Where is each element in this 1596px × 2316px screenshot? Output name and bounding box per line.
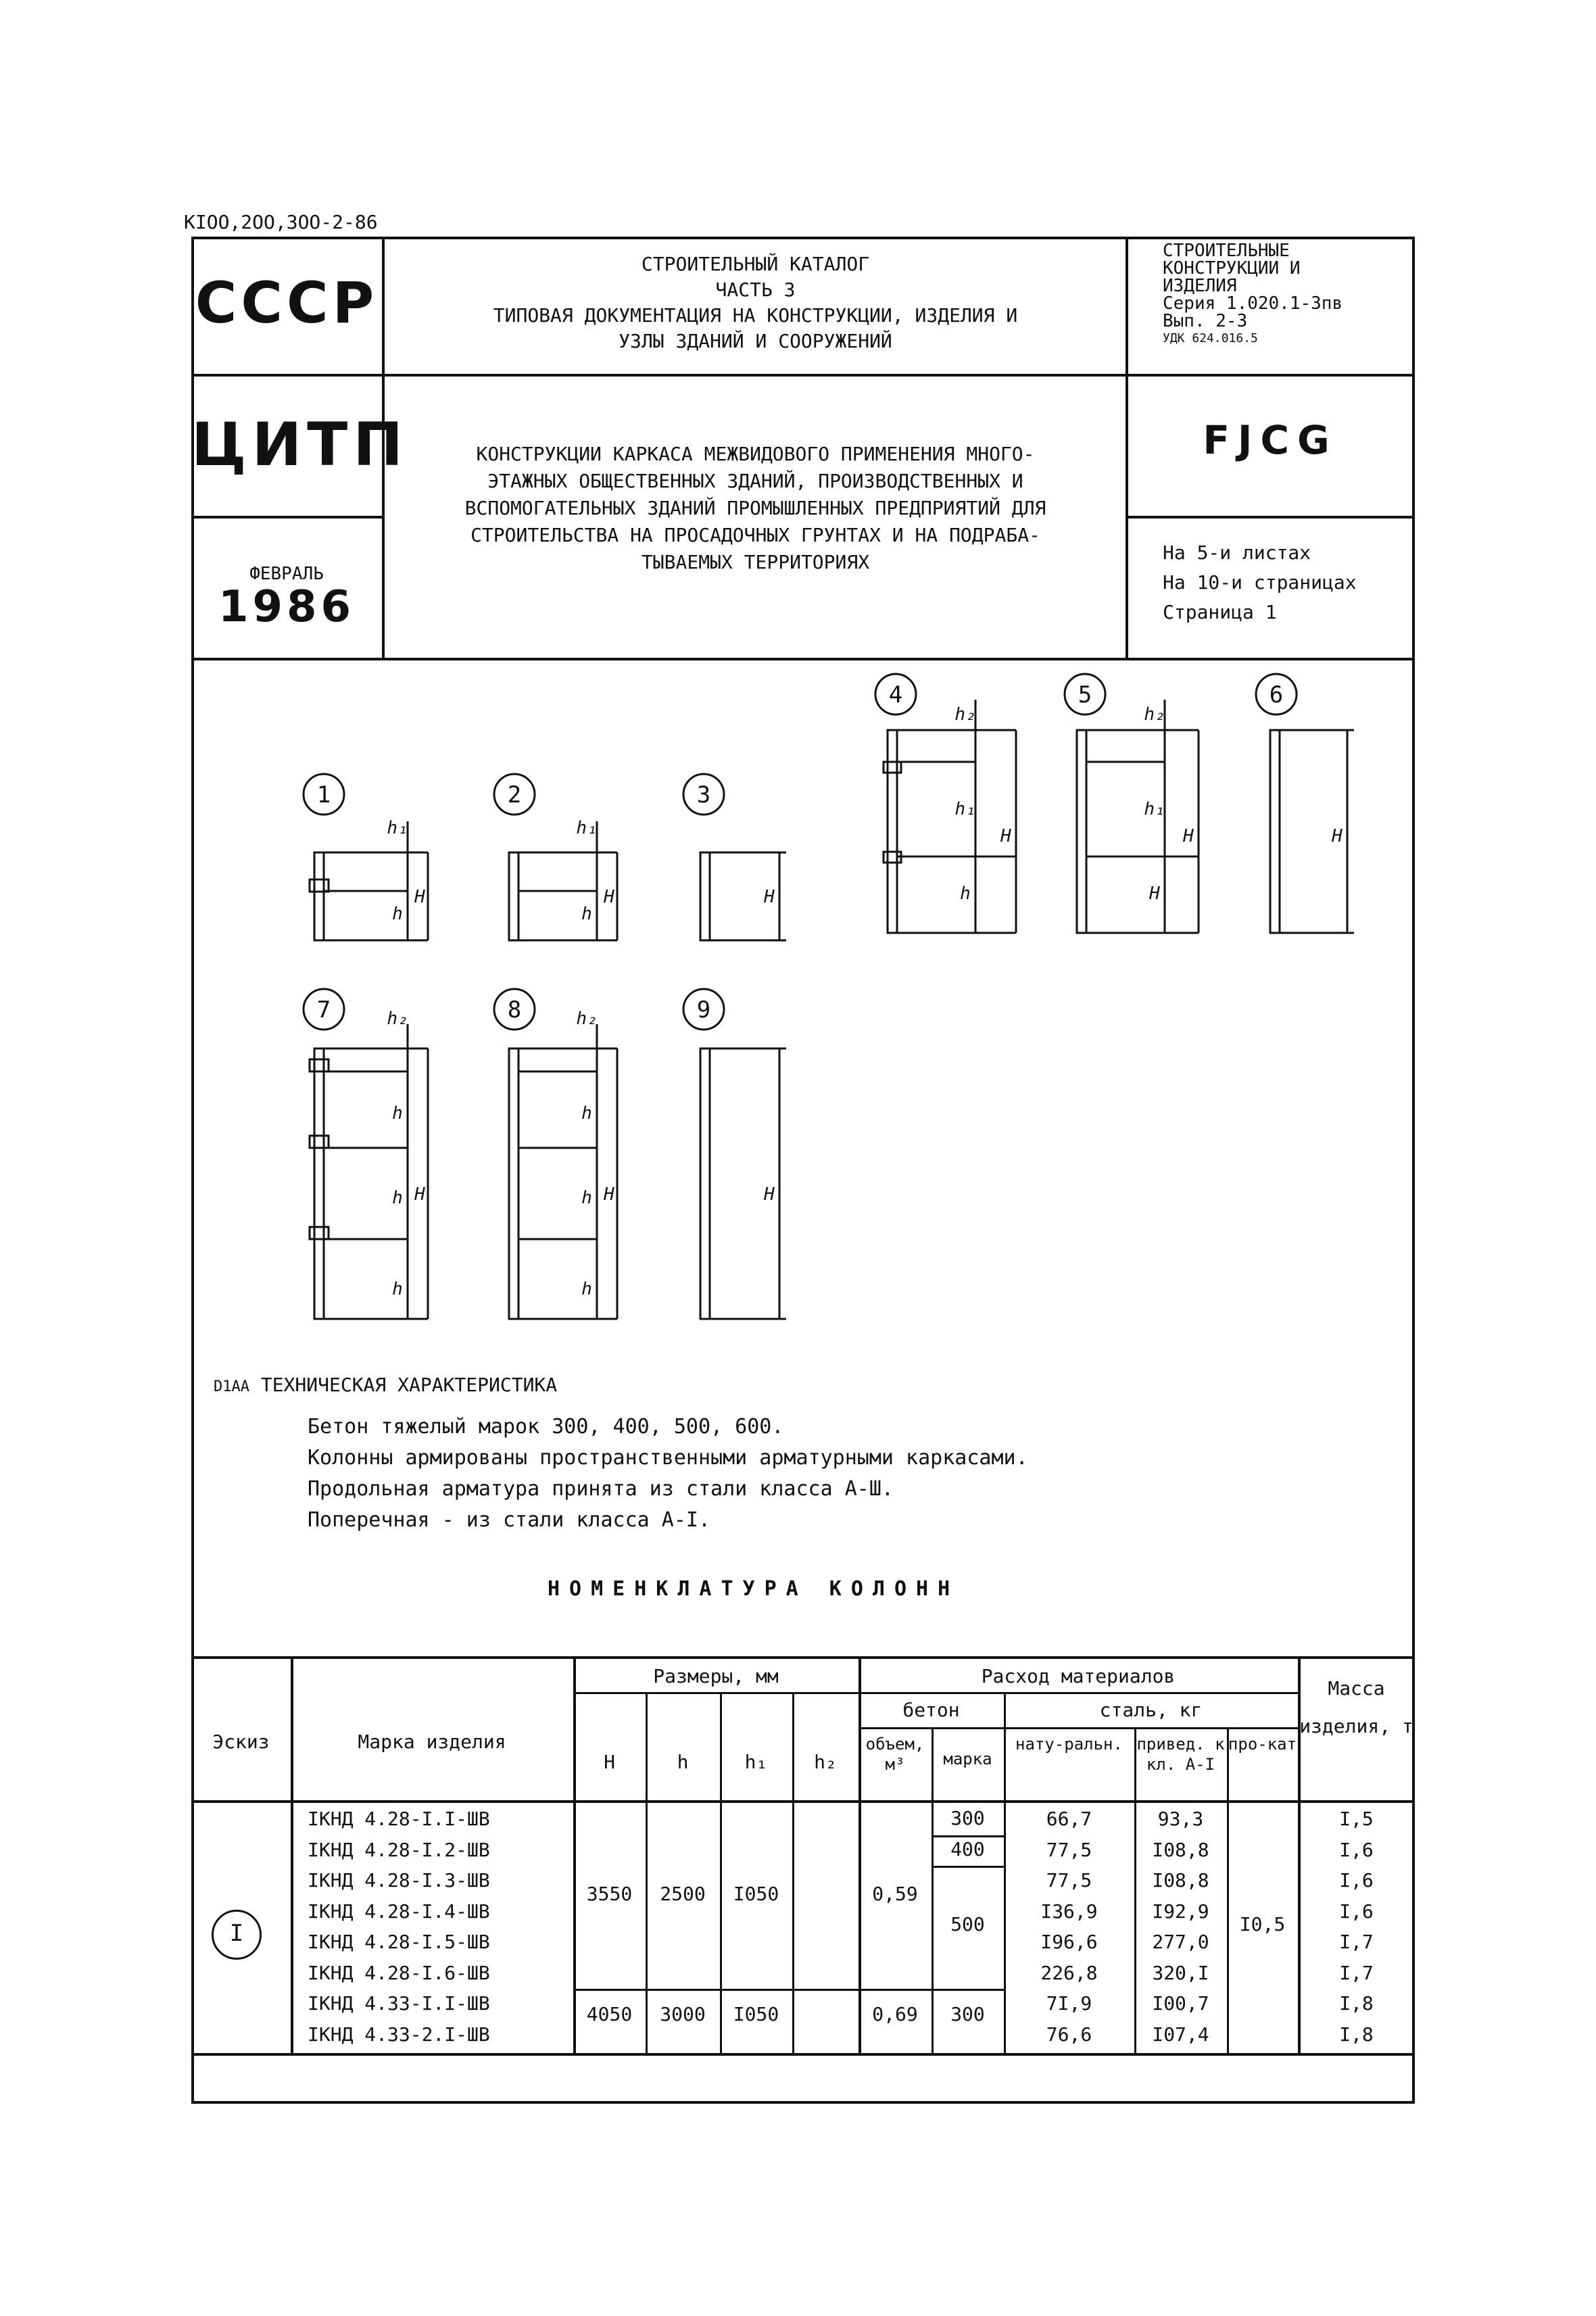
- dim-label: h₂: [1144, 704, 1165, 725]
- g1-grade-b: 400: [950, 1838, 985, 1860]
- dim-label: H: [1149, 884, 1160, 904]
- table-cell: I,7: [1339, 1931, 1374, 1953]
- dim-label: H: [1332, 826, 1343, 846]
- dim-label: h: [392, 904, 403, 924]
- series-label: Серия 1.020.1-3пв: [1163, 293, 1343, 314]
- sheets-block: [1163, 538, 1413, 627]
- steel-reduced-column: [1134, 1804, 1227, 2050]
- section-line: КОНСТРУКЦИИ И: [1163, 258, 1301, 279]
- table-row-mark: IКНД 4.28-I.2-ШВ: [308, 1838, 490, 1861]
- row-line: [859, 1727, 1298, 1729]
- tech-body: [308, 1412, 1028, 1536]
- table-cell: I92,9: [1152, 1900, 1209, 1923]
- th-rolled: про-кат: [1228, 1735, 1297, 1754]
- tech-line: Продольная арматура принята из стали класса А-Ш.: [308, 1477, 894, 1501]
- table-row-mark: IКНД 4.33-I.I-ШВ: [308, 1992, 490, 2015]
- table-cell: I,8: [1339, 2023, 1374, 2046]
- dim-label: H: [1183, 826, 1194, 846]
- title-line: ЭТАЖНЫХ ОБЩЕСТВЕННЫХ ЗДАНИЙ, ПРОИЗВОДСТВЕННЫХ И: [487, 470, 1023, 492]
- sketch-number: 3: [696, 781, 711, 809]
- sketch-number: 1: [316, 781, 331, 809]
- udc-label: УДК 624.016.5: [1163, 331, 1258, 345]
- dim-label: h₁: [1144, 799, 1165, 819]
- dim-label: H: [764, 1184, 775, 1205]
- month-label: ФЕВРАЛЬ: [249, 564, 324, 584]
- table-cell: I,8: [1339, 1992, 1374, 2015]
- table-cell: I08,8: [1152, 1838, 1209, 1861]
- dim-label: h₂: [387, 1009, 408, 1029]
- dim-label: h: [581, 1188, 592, 1208]
- g2-h: 3000: [660, 2003, 706, 2025]
- dim-label: H: [764, 887, 775, 907]
- table-cell: 77,5: [1046, 1838, 1092, 1861]
- sketch-8: [494, 989, 617, 1319]
- table-cell: I08,8: [1152, 1869, 1209, 1891]
- col-line: [291, 1656, 293, 2053]
- col-line: [792, 1692, 794, 2053]
- institute-label: ЦИТП: [191, 410, 408, 479]
- section-line: ИЗДЕЛИЯ: [1163, 276, 1237, 296]
- title-line: ВСПОМОГАТЕЛЬНЫХ ЗДАНИЙ ПРОМЫШЛЕННЫХ ПРЕДПРИЯТИЙ ДЛЯ: [464, 497, 1046, 519]
- table-cell: 93,3: [1157, 1808, 1204, 1830]
- g1-h1: I050: [733, 1883, 779, 1905]
- sketch-number: 8: [507, 996, 522, 1023]
- table-cell: I,5: [1339, 1808, 1374, 1830]
- section-block: [1163, 242, 1413, 347]
- table-cell: I,6: [1339, 1900, 1374, 1923]
- th-dims: Размеры, мм: [653, 1665, 779, 1687]
- col-line: [1227, 1727, 1229, 2053]
- table-cell: 66,7: [1046, 1808, 1092, 1830]
- th-concrete: бетон: [902, 1699, 960, 1721]
- table-cell: 76,6: [1046, 2023, 1092, 2046]
- th-h: h: [677, 1751, 689, 1773]
- row-line: [859, 1692, 1298, 1694]
- dim-label: H: [414, 1184, 425, 1205]
- table-cell: 320,I: [1152, 1961, 1209, 1984]
- dim-label: h₁: [576, 818, 598, 838]
- dim-label: h: [581, 904, 592, 924]
- table-row-mark: IКНД 4.33-2.I-ШВ: [308, 2023, 490, 2046]
- page-number: Страница 1: [1163, 601, 1277, 623]
- th-mark: Марка изделия: [358, 1731, 506, 1753]
- dim-label: H: [414, 887, 425, 907]
- th-sketch: Эскиз: [212, 1731, 270, 1753]
- table-cell: I36,9: [1040, 1900, 1098, 1923]
- section-line: СТРОИТЕЛЬНЫЕ: [1163, 241, 1290, 261]
- sketch-number: 2: [507, 781, 522, 809]
- column-sketches: [191, 659, 1415, 1369]
- tech-heading-text: ТЕХНИЧЕСКАЯ ХАРАКТЕРИСТИКА: [260, 1374, 558, 1396]
- g2-h1: I050: [733, 2003, 779, 2025]
- catalog-line: ТИПОВАЯ ДОКУМЕНТАЦИЯ НА КОНСТРУКЦИИ, ИЗДЕЛИЯ И: [493, 304, 1018, 327]
- table-cell: 277,0: [1152, 1931, 1209, 1953]
- th-steel: сталь, кг: [1099, 1699, 1203, 1721]
- rolled-value: I0,5: [1239, 1913, 1286, 1935]
- table-cell: I07,4: [1152, 2023, 1209, 2046]
- table-cell: I,7: [1339, 1961, 1374, 1984]
- th-mass: Масса изделия, т: [1299, 1677, 1413, 1737]
- title-line: СТРОИТЕЛЬСТВА НА ПРОСАДОЧНЫХ ГРУНТАХ И НА ПОДРАБА-: [470, 524, 1040, 546]
- sketch-6: [1256, 674, 1354, 933]
- sketch-number: 4: [888, 681, 903, 708]
- sketch-number: 9: [696, 996, 711, 1023]
- sketch-number: 5: [1078, 681, 1092, 708]
- dim-label: h: [392, 1279, 403, 1299]
- catalog-block: [385, 251, 1126, 354]
- table-cell: I,6: [1339, 1838, 1374, 1861]
- issue-label: Вып. 2-3: [1163, 311, 1248, 331]
- dim-label: h: [581, 1279, 592, 1299]
- row-line: [932, 1866, 1004, 1868]
- g1-volume: 0,59: [872, 1883, 918, 1905]
- org-label: СССР: [195, 270, 379, 336]
- classification-code: FJCG: [1203, 417, 1338, 463]
- table-bottom: [191, 2053, 1415, 2056]
- sketch-9: [683, 989, 786, 1319]
- nomenclature-title: НОМЕНКЛАТУРА КОЛОНН: [548, 1577, 960, 1601]
- table-row-mark: IКНД 4.28-I.I-ШВ: [308, 1808, 490, 1830]
- th-reduced: привед. к кл. А-I: [1136, 1735, 1225, 1774]
- title-line: КОНСТРУКЦИИ КАРКАСА МЕЖВИДОВОГО ПРИМЕНЕНИЯ МНОГО-: [476, 443, 1035, 465]
- mass-column: [1298, 1804, 1415, 2050]
- year-label: 1986: [218, 582, 356, 632]
- sketch-ref: I: [229, 1920, 244, 1947]
- pages-count: На 10-и страницах: [1163, 571, 1357, 594]
- th-natural: нату-ральн.: [1015, 1735, 1123, 1754]
- row-line: [573, 1989, 1004, 1991]
- th-grade: марка: [943, 1750, 992, 1768]
- th-materials: Расход материалов: [981, 1665, 1176, 1687]
- sheets-count: На 5-и листах: [1163, 541, 1311, 564]
- catalog-line: СТРОИТЕЛЬНЫЙ КАТАЛОГ: [641, 253, 870, 275]
- g2-grade: 300: [950, 2003, 985, 2025]
- row-line: [573, 1692, 859, 1694]
- dim-label: H: [1000, 826, 1011, 846]
- table-cell: 77,5: [1046, 1869, 1092, 1891]
- g2-volume: 0,69: [872, 2003, 918, 2025]
- dim-label: h₁: [954, 799, 976, 819]
- title-block: [385, 441, 1126, 576]
- g1-H: 3550: [586, 1883, 633, 1905]
- sketch-5: [1065, 674, 1199, 933]
- g1-grade-c: 500: [950, 1913, 985, 1935]
- doc-code: КIОО,2ОО,ЗОО-2-86: [184, 211, 378, 233]
- table-row-mark: IКНД 4.28-I.6-ШВ: [308, 1961, 490, 1984]
- dim-label: h₂: [576, 1009, 598, 1029]
- th-volume: объем, м³: [865, 1735, 925, 1774]
- catalog-line: УЗЛЫ ЗДАНИЙ И СООРУЖЕНИЙ: [619, 330, 892, 352]
- header-row-divider: [191, 374, 1415, 377]
- tech-heading: [214, 1372, 557, 1400]
- dim-label: h: [960, 884, 971, 904]
- dim-label: H: [604, 887, 614, 907]
- th-h1: h₁: [744, 1751, 768, 1773]
- header-right-divider: [1126, 516, 1415, 518]
- sketch-4: [875, 674, 1016, 933]
- marks-column: [308, 1804, 490, 2050]
- g1-grade-a: 300: [950, 1807, 985, 1829]
- dim-label: h₁: [387, 818, 408, 838]
- table-top: [191, 1656, 1415, 1659]
- col-line: [573, 1656, 576, 2053]
- table-header-bottom: [191, 1800, 1415, 1803]
- sketch-number: 6: [1269, 681, 1284, 708]
- table-cell: I00,7: [1152, 1992, 1209, 2015]
- table-row-mark: IКНД 4.28-I.3-ШВ: [308, 1869, 490, 1891]
- table-row-mark: IКНД 4.28-I.5-ШВ: [308, 1931, 490, 1953]
- dim-label: H: [604, 1184, 614, 1205]
- dim-label: h: [392, 1188, 403, 1208]
- th-h2: h₂: [814, 1751, 837, 1773]
- tech-line: Поперечная - из стали класса А-I.: [308, 1508, 711, 1532]
- table-cell: 226,8: [1040, 1961, 1098, 1984]
- g2-H: 4050: [586, 2003, 633, 2025]
- sketch-number: 7: [316, 996, 331, 1023]
- dim-label: h: [581, 1103, 592, 1124]
- header-left-divider: [191, 516, 382, 518]
- sketch-7: [304, 989, 428, 1319]
- dim-label: h₂: [954, 704, 976, 725]
- table-cell: 7I,9: [1046, 1992, 1092, 2015]
- g1-h: 2500: [660, 1883, 706, 1905]
- th-H: H: [604, 1751, 615, 1773]
- tech-line: Колонны армированы пространственными арматурными каркасами.: [308, 1446, 1028, 1470]
- table-cell: I,6: [1339, 1869, 1374, 1891]
- tech-line: Бетон тяжелый марок 300, 400, 500, 600.: [308, 1415, 784, 1439]
- table-cell: I96,6: [1040, 1931, 1098, 1953]
- catalog-line: ЧАСТЬ 3: [715, 279, 796, 301]
- table-row-mark: IКНД 4.28-I.4-ШВ: [308, 1900, 490, 1923]
- title-line: ТЫВАЕМЫХ ТЕРРИТОРИЯХ: [641, 551, 870, 573]
- col-line: [646, 1692, 648, 2053]
- tech-heading-code: D1AA: [214, 1378, 249, 1395]
- dim-label: h: [392, 1103, 403, 1124]
- col-line: [720, 1692, 722, 2053]
- steel-natural-column: [1004, 1804, 1134, 2050]
